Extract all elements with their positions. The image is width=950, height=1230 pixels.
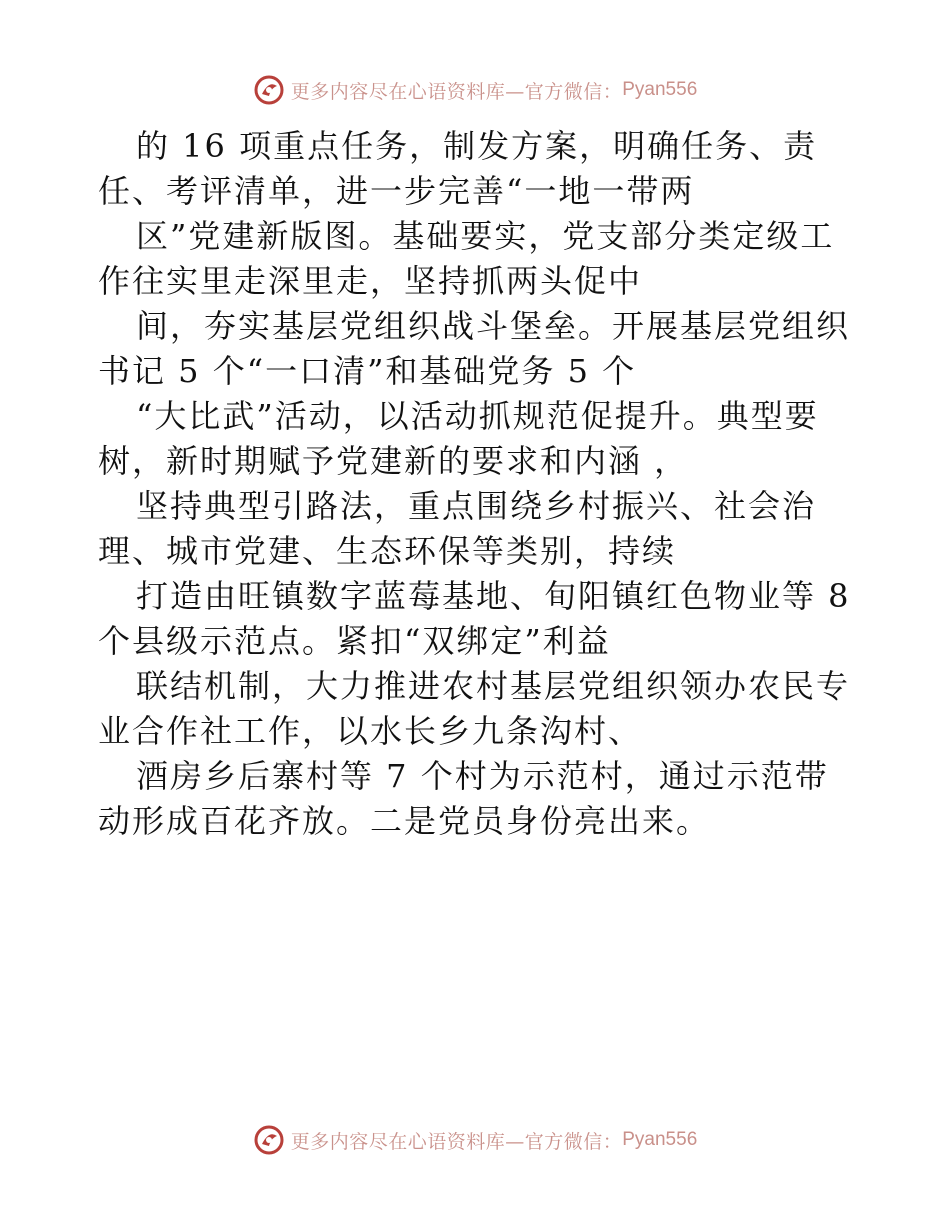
text-line: 理、城市党建、生态环保等类别，持续 <box>98 532 677 570</box>
text-line: 任、考评清单，进一步完善“一地一带两 <box>98 172 695 210</box>
red-swirl-logo-icon <box>253 74 285 106</box>
header-banner <box>0 70 950 110</box>
text-line: 树，新时期赋予党建新的要求和内涵 ， <box>98 442 689 480</box>
banner-wechat-id: Pyan556 <box>622 79 698 100</box>
text-line: 动形成百花齐放。二是党员身份亮出来。 <box>98 802 711 840</box>
text-line: “大比武”活动，以活动抓规范促提升。典型要 <box>136 397 819 435</box>
text-line: 酒房乡后寨村等 7 个村为示范村，通过示范带 <box>136 757 829 795</box>
text-line: 个县级示范点。紧扣“双绑定”利益 <box>98 622 611 660</box>
red-swirl-logo-icon <box>253 1124 285 1156</box>
text-line: 作往实里走深里走，坚持抓两头促中 <box>98 262 643 300</box>
text-line: 联结机制，大力推进农村基层党组织领办农民专 <box>136 667 851 705</box>
banner-text: 更多内容尽在心语资料库—官方微信： <box>290 1130 623 1153</box>
text-line: 书记 5 个“一口清”和基础党务 5 个 <box>98 352 637 390</box>
footer-banner <box>0 1120 950 1160</box>
text-line: 业合作社工作，以水长乡九条沟村、 <box>98 712 643 750</box>
text-line: 坚持典型引路法，重点围绕乡村振兴、社会治 <box>136 487 817 525</box>
text-line: 间，夯实基层党组织战斗堡垒。开展基层党组织 <box>136 307 851 345</box>
text-line: 打造由旺镇数字蓝莓基地、旬阳镇红色物业等 8 <box>136 577 851 615</box>
text-line: 区”党建新版图。基础要实，党支部分类定级工 <box>136 217 835 255</box>
document-body <box>98 124 858 844</box>
banner-text: 更多内容尽在心语资料库—官方微信： <box>290 80 623 103</box>
banner-wechat-id: Pyan556 <box>622 1129 698 1150</box>
text-line: 的 16 项重点任务，制发方案，明确任务、责 <box>136 127 818 165</box>
